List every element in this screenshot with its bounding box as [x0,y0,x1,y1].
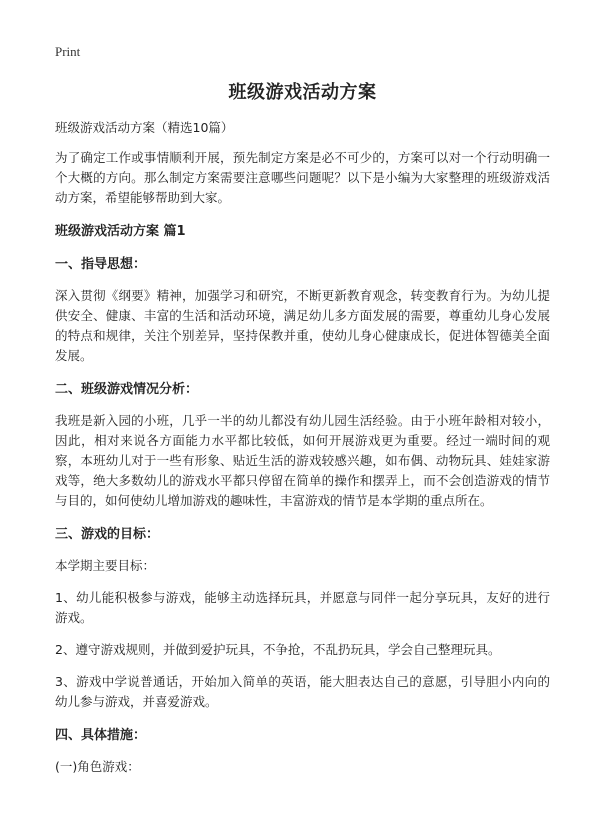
paragraph-class-analysis: 我班是新入园的小班，几乎一半的幼儿都没有幼儿园生活经验。由于小班年龄相对较小，因此，相对来说各方面能力水平都比较低，如何开展游戏更为重要。经过一端时间的观察，本班幼儿对于一些有形象、贴近生活的游戏较感兴趣，如布偶、动物玩具、娃娃家游戏等，绝大多数幼儿的游戏水平都只停留在简单的操作和摆弄上，而不会创造游戏的情节与目的，如何使幼儿增加游戏的趣味性，丰富游戏的情节是本学期的重点所在。 [55,413,550,508]
paragraph-role-play: (一)角色游戏： [55,759,140,774]
intro-paragraph: 为了确定工作或事情顺利开展，预先制定方案是必不可少的，方案可以对一个行动明确一个大概的方向。那么制定方案需要注意哪些问题呢？以下是小编为大家整理的班级游戏活动方案，希望能够帮助到大家。 [55,150,550,205]
section-title: 班级游戏活动方案 篇1 [55,224,186,239]
document-body [55,78,550,789]
goal-item-2: 2、遵守游戏规则，并做到爱护玩具，不争抢，不乱扔玩具，学会自己整理玩具。 [55,642,501,657]
goal-item-3: 3、游戏中学说普通话，开始加入简单的英语，能大胆表达自己的意愿，引导胆小内向的幼儿参与游戏，并喜爱游戏。 [55,674,550,709]
page-title: 班级游戏活动方案 [228,82,377,103]
heading-guiding-ideology: 一、指导思想： [55,257,147,272]
heading-game-goals: 三、游戏的目标： [55,527,160,542]
paragraph-guiding-ideology: 深入贯彻《纲要》精神，加强学习和研究，不断更新教育观念，转变教育行为。为幼儿提供安全、健康、丰富的生活和活动环境，满足幼儿多方面发展的需要，尊重幼儿身心发展的特点和规律，关注个别差异，坚持保教并重，使幼儿身心健康成长，促进体智德美全面发展。 [55,288,550,363]
print-link[interactable]: Print [55,44,81,59]
heading-class-analysis: 二、班级游戏情况分析： [55,382,199,397]
document-subtitle: 班级游戏活动方案（精选10篇） [55,120,234,135]
paragraph-goals-intro: 本学期主要目标： [55,558,156,573]
heading-measures: 四、具体措施： [55,728,147,743]
goal-item-1: 1、幼儿能积极参与游戏，能够主动选择玩具，并愿意与同伴一起分享玩具，友好的进行游戏。 [55,590,550,625]
